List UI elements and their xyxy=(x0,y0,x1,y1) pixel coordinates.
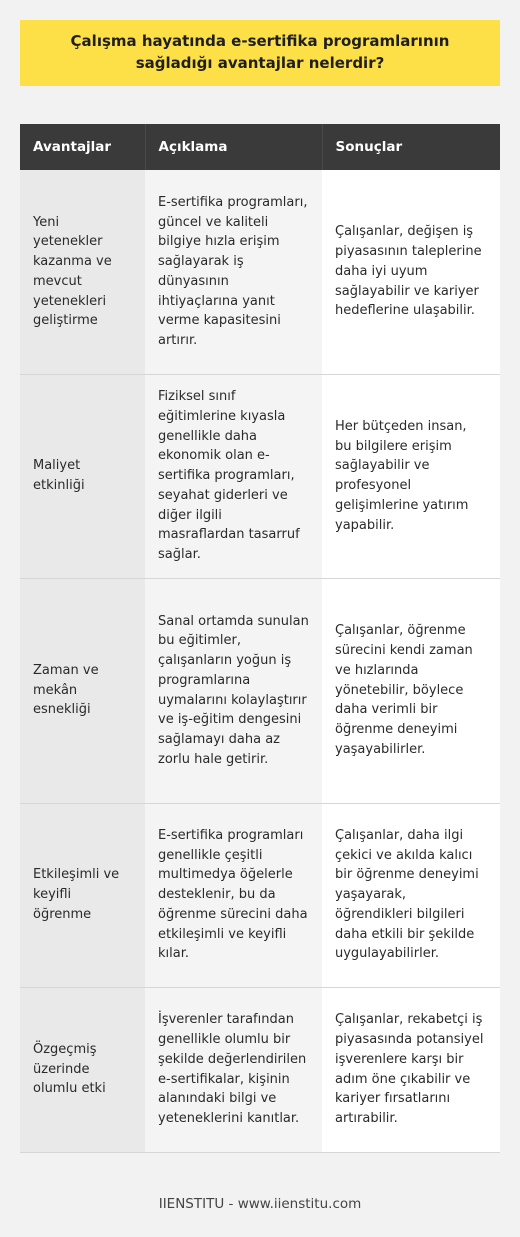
result-cell: Çalışanlar, rekabetçi iş piyasasında potansiyel işverenlere karşı bir adım öne çıkabilir ve kariyer fırsatlarını artırabilir. xyxy=(322,987,500,1152)
table-row xyxy=(20,374,500,578)
advantage-cell: Etkileşimli ve keyifli öğrenme xyxy=(20,803,145,987)
advantage-cell: Özgeçmiş üzerinde olumlu etki xyxy=(20,987,145,1152)
title-banner xyxy=(20,20,500,86)
footer-credit: IIENSTITU - www.iienstitu.com xyxy=(158,1196,362,1212)
result-cell: Çalışanlar, öğrenme sürecini kendi zaman ve hızlarında yönetebilir, böylece daha verimli bir öğrenme deneyimi yaşayabilirler. xyxy=(322,578,500,803)
table-header-row xyxy=(20,124,500,170)
advantages-table xyxy=(20,124,500,1153)
result-cell: Her bütçeden insan, bu bilgilere erişim sağlayabilir ve profesyonel gelişimlerine yatırım yapabilir. xyxy=(322,374,500,578)
table-row xyxy=(20,578,500,803)
advantage-cell: Maliyet etkinliği xyxy=(20,374,145,578)
table-row xyxy=(20,170,500,374)
description-cell: Fiziksel sınıf eğitimlerine kıyasla genellikle daha ekonomik olan e-sertifika programları, seyahat giderleri ve diğer ilgili masraflardan tasarruf sağlar. xyxy=(145,374,322,578)
column-header-results: Sonuçlar xyxy=(322,124,500,170)
table-row xyxy=(20,987,500,1152)
table-row xyxy=(20,803,500,987)
advantage-cell: Yeni yetenekler kazanma ve mevcut yetenekleri geliştirme xyxy=(20,170,145,374)
result-cell: Çalışanlar, daha ilgi çekici ve akılda kalıcı bir öğrenme deneyimi yaşayarak, öğrendikleri bilgileri daha etkili bir şekilde uygulayabilirler. xyxy=(322,803,500,987)
description-cell: E-sertifika programları genellikle çeşitli multimedya öğelerle desteklenir, bu da öğrenme sürecini daha etkileşimli ve keyifli kılar. xyxy=(145,803,322,987)
advantage-cell: Zaman ve mekân esnekliği xyxy=(20,578,145,803)
column-header-description: Açıklama xyxy=(145,124,322,170)
column-header-advantages: Avantajlar xyxy=(20,124,145,170)
description-cell: E-sertifika programları, güncel ve kaliteli bilgiye hızla erişim sağlayarak iş dünyasının ihtiyaçlarına yanıt verme kapasitesini artırır. xyxy=(145,170,322,374)
description-cell: İşverenler tarafından genellikle olumlu bir şekilde değerlendirilen e-sertifikalar, kişinin alanındaki bilgi ve yeteneklerini kanıtlar. xyxy=(145,987,322,1152)
page-title: Çalışma hayatında e-sertifika programlarının sağladığı avantajlar nelerdir? xyxy=(70,32,450,72)
result-cell: Çalışanlar, değişen iş piyasasının taleplerine daha iyi uyum sağlayabilir ve kariyer hedeflerine ulaşabilir. xyxy=(322,170,500,374)
description-cell: Sanal ortamda sunulan bu eğitimler, çalışanların yoğun iş programlarına uymalarını kolaylaştırır ve iş-eğitim dengesini sağlamayı daha az zorlu hale getirir. xyxy=(145,578,322,803)
